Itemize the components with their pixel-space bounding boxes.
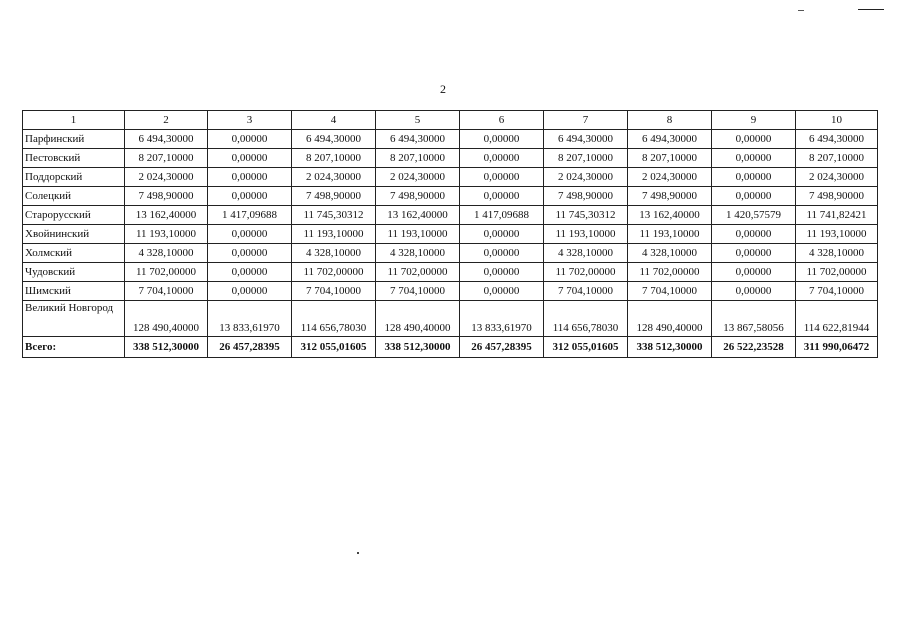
- district-name: Чудовский: [23, 263, 125, 282]
- value-cell: 7 498,90000: [376, 187, 460, 206]
- table-row: [23, 149, 878, 168]
- scan-mark: [357, 552, 359, 554]
- value-cell: 11 702,00000: [292, 263, 376, 282]
- value-cell: 0,00000: [460, 149, 544, 168]
- table-row: [23, 225, 878, 244]
- value-cell: 0,00000: [460, 225, 544, 244]
- value-cell: 0,00000: [712, 282, 796, 301]
- value-cell: 338 512,30000: [628, 337, 712, 358]
- value-cell: 11 745,30312: [292, 206, 376, 225]
- value-cell: 312 055,01605: [544, 337, 628, 358]
- value-cell: 7 704,10000: [544, 282, 628, 301]
- scan-mark: [798, 10, 804, 11]
- value-cell: 11 745,30312: [544, 206, 628, 225]
- column-header: 1: [23, 111, 125, 130]
- district-name: Солецкий: [23, 187, 125, 206]
- table-row: [23, 301, 878, 337]
- value-cell: 0,00000: [712, 130, 796, 149]
- value-cell: 0,00000: [208, 263, 292, 282]
- district-name: Всего:: [23, 337, 125, 358]
- column-header: 3: [208, 111, 292, 130]
- table-row: [23, 282, 878, 301]
- column-header: 4: [292, 111, 376, 130]
- value-cell: 338 512,30000: [376, 337, 460, 358]
- value-cell: 4 328,10000: [544, 244, 628, 263]
- value-cell: 0,00000: [208, 187, 292, 206]
- budget-table: [22, 110, 878, 358]
- value-cell: 7 498,90000: [628, 187, 712, 206]
- value-cell: 8 207,10000: [796, 149, 878, 168]
- value-cell: 6 494,30000: [628, 130, 712, 149]
- value-cell: 13 867,58056: [712, 301, 796, 337]
- value-cell: 312 055,01605: [292, 337, 376, 358]
- value-cell: 7 498,90000: [125, 187, 208, 206]
- table-row: [23, 168, 878, 187]
- value-cell: 7 704,10000: [796, 282, 878, 301]
- district-name: Хвойнинский: [23, 225, 125, 244]
- value-cell: 0,00000: [460, 263, 544, 282]
- page-number: 2: [440, 82, 446, 96]
- value-cell: 0,00000: [208, 244, 292, 263]
- value-cell: 2 024,30000: [292, 168, 376, 187]
- value-cell: 128 490,40000: [376, 301, 460, 337]
- value-cell: 2 024,30000: [376, 168, 460, 187]
- value-cell: 0,00000: [208, 225, 292, 244]
- value-cell: 128 490,40000: [125, 301, 208, 337]
- value-cell: 7 498,90000: [544, 187, 628, 206]
- table-row: [23, 130, 878, 149]
- value-cell: 0,00000: [208, 149, 292, 168]
- value-cell: 11 741,82421: [796, 206, 878, 225]
- value-cell: 8 207,10000: [292, 149, 376, 168]
- value-cell: 6 494,30000: [292, 130, 376, 149]
- value-cell: 26 457,28395: [208, 337, 292, 358]
- value-cell: 0,00000: [460, 282, 544, 301]
- district-name: Поддорский: [23, 168, 125, 187]
- district-name: Шимский: [23, 282, 125, 301]
- value-cell: 6 494,30000: [376, 130, 460, 149]
- value-cell: 13 162,40000: [628, 206, 712, 225]
- value-cell: 8 207,10000: [376, 149, 460, 168]
- value-cell: 0,00000: [208, 282, 292, 301]
- value-cell: 114 622,81944: [796, 301, 878, 337]
- value-cell: 0,00000: [712, 244, 796, 263]
- value-cell: 6 494,30000: [125, 130, 208, 149]
- value-cell: 13 833,61970: [460, 301, 544, 337]
- value-cell: 11 193,10000: [376, 225, 460, 244]
- value-cell: 114 656,78030: [292, 301, 376, 337]
- value-cell: 4 328,10000: [292, 244, 376, 263]
- value-cell: 2 024,30000: [125, 168, 208, 187]
- value-cell: 7 704,10000: [376, 282, 460, 301]
- scan-mark: [858, 9, 884, 10]
- value-cell: 0,00000: [460, 130, 544, 149]
- value-cell: 11 702,00000: [544, 263, 628, 282]
- table-row: [23, 206, 878, 225]
- value-cell: 4 328,10000: [125, 244, 208, 263]
- value-cell: 0,00000: [208, 130, 292, 149]
- value-cell: 2 024,30000: [544, 168, 628, 187]
- district-name: Старорусский: [23, 206, 125, 225]
- district-name: Великий Новгород: [23, 301, 125, 337]
- value-cell: 11 193,10000: [796, 225, 878, 244]
- value-cell: 4 328,10000: [796, 244, 878, 263]
- column-header: 7: [544, 111, 628, 130]
- value-cell: 26 522,23528: [712, 337, 796, 358]
- header-row: [23, 111, 878, 130]
- value-cell: 0,00000: [460, 244, 544, 263]
- column-header: 2: [125, 111, 208, 130]
- value-cell: 0,00000: [712, 168, 796, 187]
- value-cell: 0,00000: [208, 168, 292, 187]
- district-name: Парфинский: [23, 130, 125, 149]
- value-cell: 11 702,00000: [376, 263, 460, 282]
- value-cell: 2 024,30000: [796, 168, 878, 187]
- value-cell: 11 193,10000: [125, 225, 208, 244]
- district-name: Пестовский: [23, 149, 125, 168]
- value-cell: 338 512,30000: [125, 337, 208, 358]
- table-row: [23, 187, 878, 206]
- value-cell: 8 207,10000: [544, 149, 628, 168]
- value-cell: 11 193,10000: [544, 225, 628, 244]
- table-row: [23, 263, 878, 282]
- value-cell: 0,00000: [712, 225, 796, 244]
- value-cell: 4 328,10000: [628, 244, 712, 263]
- table-row: [23, 244, 878, 263]
- value-cell: 1 417,09688: [460, 206, 544, 225]
- value-cell: 0,00000: [712, 149, 796, 168]
- value-cell: 2 024,30000: [628, 168, 712, 187]
- value-cell: 8 207,10000: [628, 149, 712, 168]
- value-cell: 311 990,06472: [796, 337, 878, 358]
- value-cell: 13 833,61970: [208, 301, 292, 337]
- value-cell: 11 193,10000: [628, 225, 712, 244]
- value-cell: 7 704,10000: [292, 282, 376, 301]
- value-cell: 7 498,90000: [292, 187, 376, 206]
- value-cell: 26 457,28395: [460, 337, 544, 358]
- value-cell: 6 494,30000: [796, 130, 878, 149]
- value-cell: 11 702,00000: [796, 263, 878, 282]
- total-row: [23, 337, 878, 358]
- value-cell: 128 490,40000: [628, 301, 712, 337]
- column-header: 9: [712, 111, 796, 130]
- value-cell: 0,00000: [460, 187, 544, 206]
- value-cell: 8 207,10000: [125, 149, 208, 168]
- district-name: Холмский: [23, 244, 125, 263]
- value-cell: 0,00000: [712, 263, 796, 282]
- column-header: 5: [376, 111, 460, 130]
- value-cell: 1 417,09688: [208, 206, 292, 225]
- value-cell: 4 328,10000: [376, 244, 460, 263]
- value-cell: 0,00000: [712, 187, 796, 206]
- value-cell: 11 702,00000: [125, 263, 208, 282]
- value-cell: 6 494,30000: [544, 130, 628, 149]
- column-header: 10: [796, 111, 878, 130]
- value-cell: 7 704,10000: [125, 282, 208, 301]
- column-header: 8: [628, 111, 712, 130]
- column-header: 6: [460, 111, 544, 130]
- value-cell: 114 656,78030: [544, 301, 628, 337]
- value-cell: 7 498,90000: [796, 187, 878, 206]
- value-cell: 1 420,57579: [712, 206, 796, 225]
- value-cell: 0,00000: [460, 168, 544, 187]
- value-cell: 11 193,10000: [292, 225, 376, 244]
- value-cell: 13 162,40000: [125, 206, 208, 225]
- value-cell: 13 162,40000: [376, 206, 460, 225]
- value-cell: 7 704,10000: [628, 282, 712, 301]
- value-cell: 11 702,00000: [628, 263, 712, 282]
